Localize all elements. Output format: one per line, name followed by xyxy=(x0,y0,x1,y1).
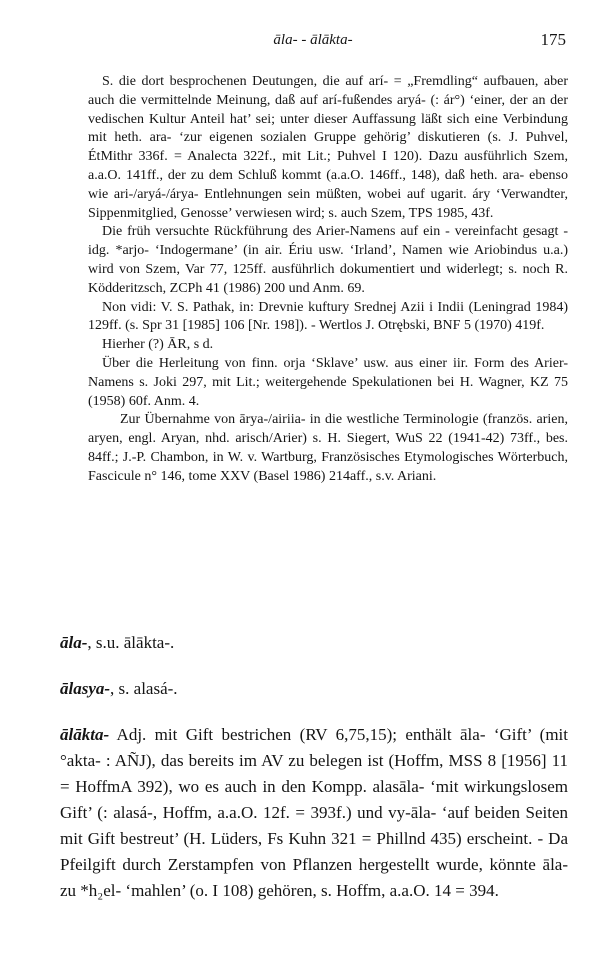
running-head: āla- - ālākta- xyxy=(273,32,353,48)
page-number: 175 xyxy=(540,30,566,49)
note-paragraph: Zur Übernahme von ārya-/airiia- in die westliche Terminologie (französ. arien, aryen, engl. Aryan, nhd. arisch/Arier) s. H. Siegert, WuS 22 (1941-42) 73ff., bes. 84ff.; J.-P. Chambon, in W. v. Wartburg, Französisches Etymologisches Wörterbuch, Fascicule n° 146, tome XXV (Basel 1986) 214aff., s.v. Ariani. xyxy=(88,412,568,484)
note-paragraph: Über die Herleitung von finn. orja ‘Sklave’ usw. aus einer iir. Form des Arier-Namens s. Joki 297, mit Lit.; weitergehende Spekulationen bei H. Wagner, KZ 75 (1958) 60f. Anm. 4. xyxy=(88,355,568,409)
entry-lemma: ālākta- xyxy=(60,725,110,744)
note-paragraph: Non vidi: V. S. Pathak, in: Drevnie kuftury Srednej Azii i Indii (Leningrad 1984) 129ff. (s. Spr 31 [1985] 106 [Nr. 198]). - Wertlos J. Otrębski, BNF 5 (1970) 419f. xyxy=(88,299,568,334)
entry-lemma: āla- xyxy=(60,633,88,652)
entry-text: , s. alasá-. xyxy=(110,679,178,698)
entry xyxy=(60,722,568,904)
entry xyxy=(60,630,568,656)
note-paragraph: S. die dort besprochenen Deutungen, die auf arí- = „Fremdling“ aufbauen, aber auch die vermittelnde Meinung, daß auf arí-fußendes aryá- (: ár°) ‘einer, der an der vedischen Kultur Anteil hat’ sei; unter dieser Auffassung läßt sich eine Verbindung mit heth. ara- ‘zur eigenen sozialen Gruppe gehörig’ diskutieren (s. J. Puhvel, ÉtMithr 336f. = Analecta 322f., mit Lit.; Puhvel I 120). Dazu ausführlich Szem, a.a.O. 141ff., der zu dem Schluß kommt (a.a.O. 146ff., 148), daß heth. ara- ebenso wie ari-/aryá-/árya- Entlehnungen sein müßten, wobei auf ugarit. áry ‘Verwandter, Sippenmitglied, Genosse’ verwiesen wird; s. auch Szem, TPS 1985, 43f. xyxy=(88,74,568,221)
entry xyxy=(60,676,568,702)
entry-text: Adj. mit Gift bestrichen (RV 6,75,15); enthält āla- ‘Gift’ (mit °akta- : AÑJ), das bereits im AV zu belegen ist (Hoffm, MSS 8 [1956] 11 = HoffmA 392), wo es auch in den Kompp. alasāla- ‘mit wirkungslosem Gift’ (: alasá-, Hoffm, a.a.O. 12f. = 393f.) und vy-āla- ‘auf beiden Seiten mit Gift bestreut’ (H. Lüders, Fs Kuhn 321 = Phillnd 435) erscheint. - Da Pfeilgift durch Zerstampfen von Pflanzen hergestellt wurde, könnte āla- zu *h₂el- ‘mahlen’ (o. I 108) gehören, s. Hoffm, a.a.O. 14 = 394. xyxy=(60,725,568,900)
dictionary-entries xyxy=(60,630,568,904)
note-paragraph: Die früh versuchte Rückführung des Arier-Namens auf ein - vereinfacht gesagt - idg. *arjo- ‘Indogermane’ (in air. Ériu usw. ‘Irland’, Namen wie Ariobindus u.a.) wird von Szem, Var 77, 125ff. ausführlich dokumentiert und widerlegt; s. noch R. Ködderitzsch, ZCPh 41 (1986) 200 und Anm. 69. xyxy=(88,224,568,296)
entry-lemma: ālasya- xyxy=(60,679,111,698)
entry-text: , s.u. ālākta-. xyxy=(87,633,175,652)
page-header xyxy=(60,30,566,54)
note-paragraph: Hierher (?) ĀR, s d. xyxy=(102,337,214,353)
notes-section xyxy=(88,73,568,487)
